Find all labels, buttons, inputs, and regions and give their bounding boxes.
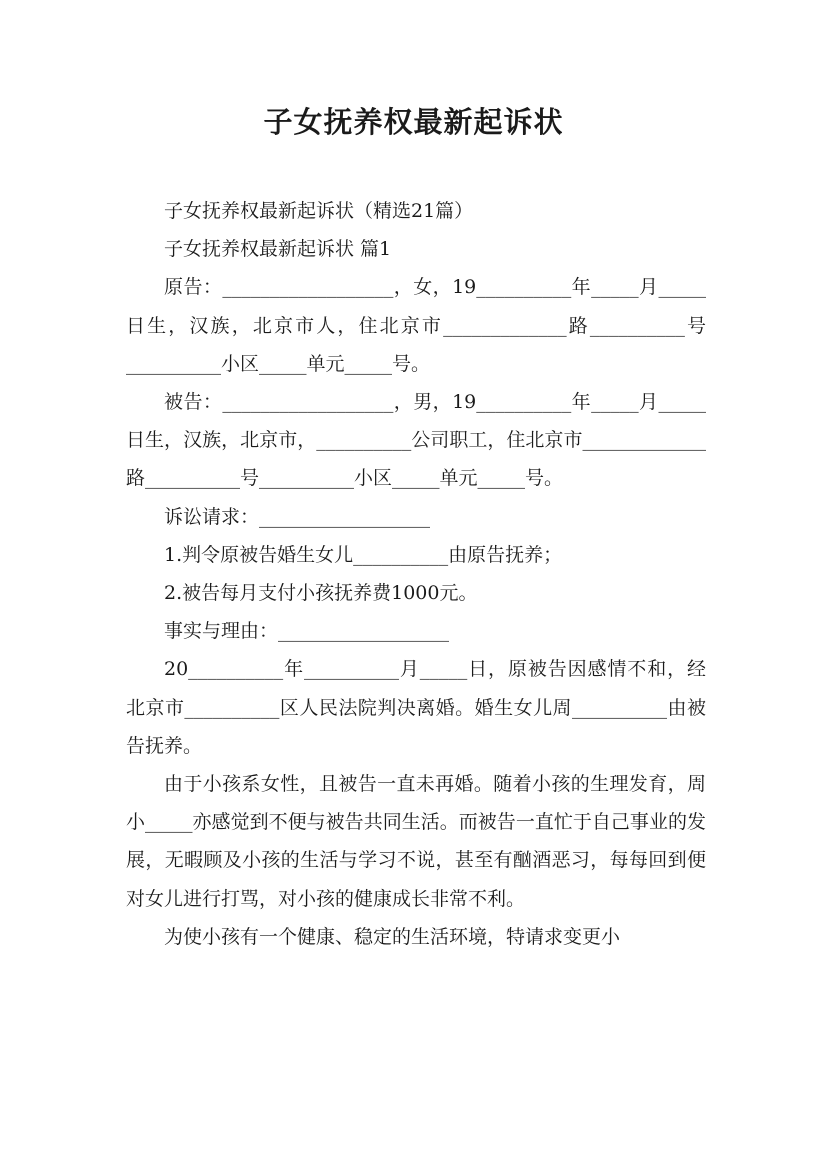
document-title: 子女抚养权最新起诉状: [263, 105, 564, 139]
paragraph-facts-2: 由于小孩系女性，且被告一直未再婚。随着小孩的生理发育，周小_____亦感觉到不便与被告共同生活。而被告一直忙于自己事业的发展，无暇顾及小孩的生活与学习不说，甚至有酗酒恶习，每每回到便对女儿进行打骂，对小孩的健康成长非常不利。: [126, 773, 706, 910]
paragraph-section-heading: 子女抚养权最新起诉状 篇1: [164, 238, 392, 261]
document-body: [126, 192, 706, 956]
paragraph-facts-3: 为使小孩有一个健康、稳定的生活环境，特请求变更小: [164, 925, 621, 948]
paragraph-subtitle: 子女抚养权最新起诉状（精选21篇）: [164, 200, 474, 222]
paragraph-facts-1: 20__________年__________月_____日，原被告因感情不和，经北京市__________区人民法院判决离婚。婚生女儿周__________由被告抚养。: [126, 658, 706, 757]
paragraph-claim-1: 1.判令原被告婚生女儿__________由原告抚养；: [164, 543, 563, 566]
paragraph-facts-heading: 事实与理由：__________________: [164, 620, 450, 643]
paragraph-claim-2: 2.被告每月支付小孩抚养费1000元。: [164, 582, 478, 605]
paragraph-plaintiff: 原告：__________________，女，19__________年_____月_____日生，汉族，北京市人，住北京市_____________路__________号__________小区_____单元_____号。: [126, 276, 706, 375]
paragraph-defendant: 被告：__________________，男，19__________年_____月_____日生，汉族，北京市，__________公司职工，住北京市_____________路__________号__________小区_____单元_____号。: [126, 391, 706, 490]
paragraph-claims-heading: 诉讼请求：__________________: [164, 505, 431, 528]
